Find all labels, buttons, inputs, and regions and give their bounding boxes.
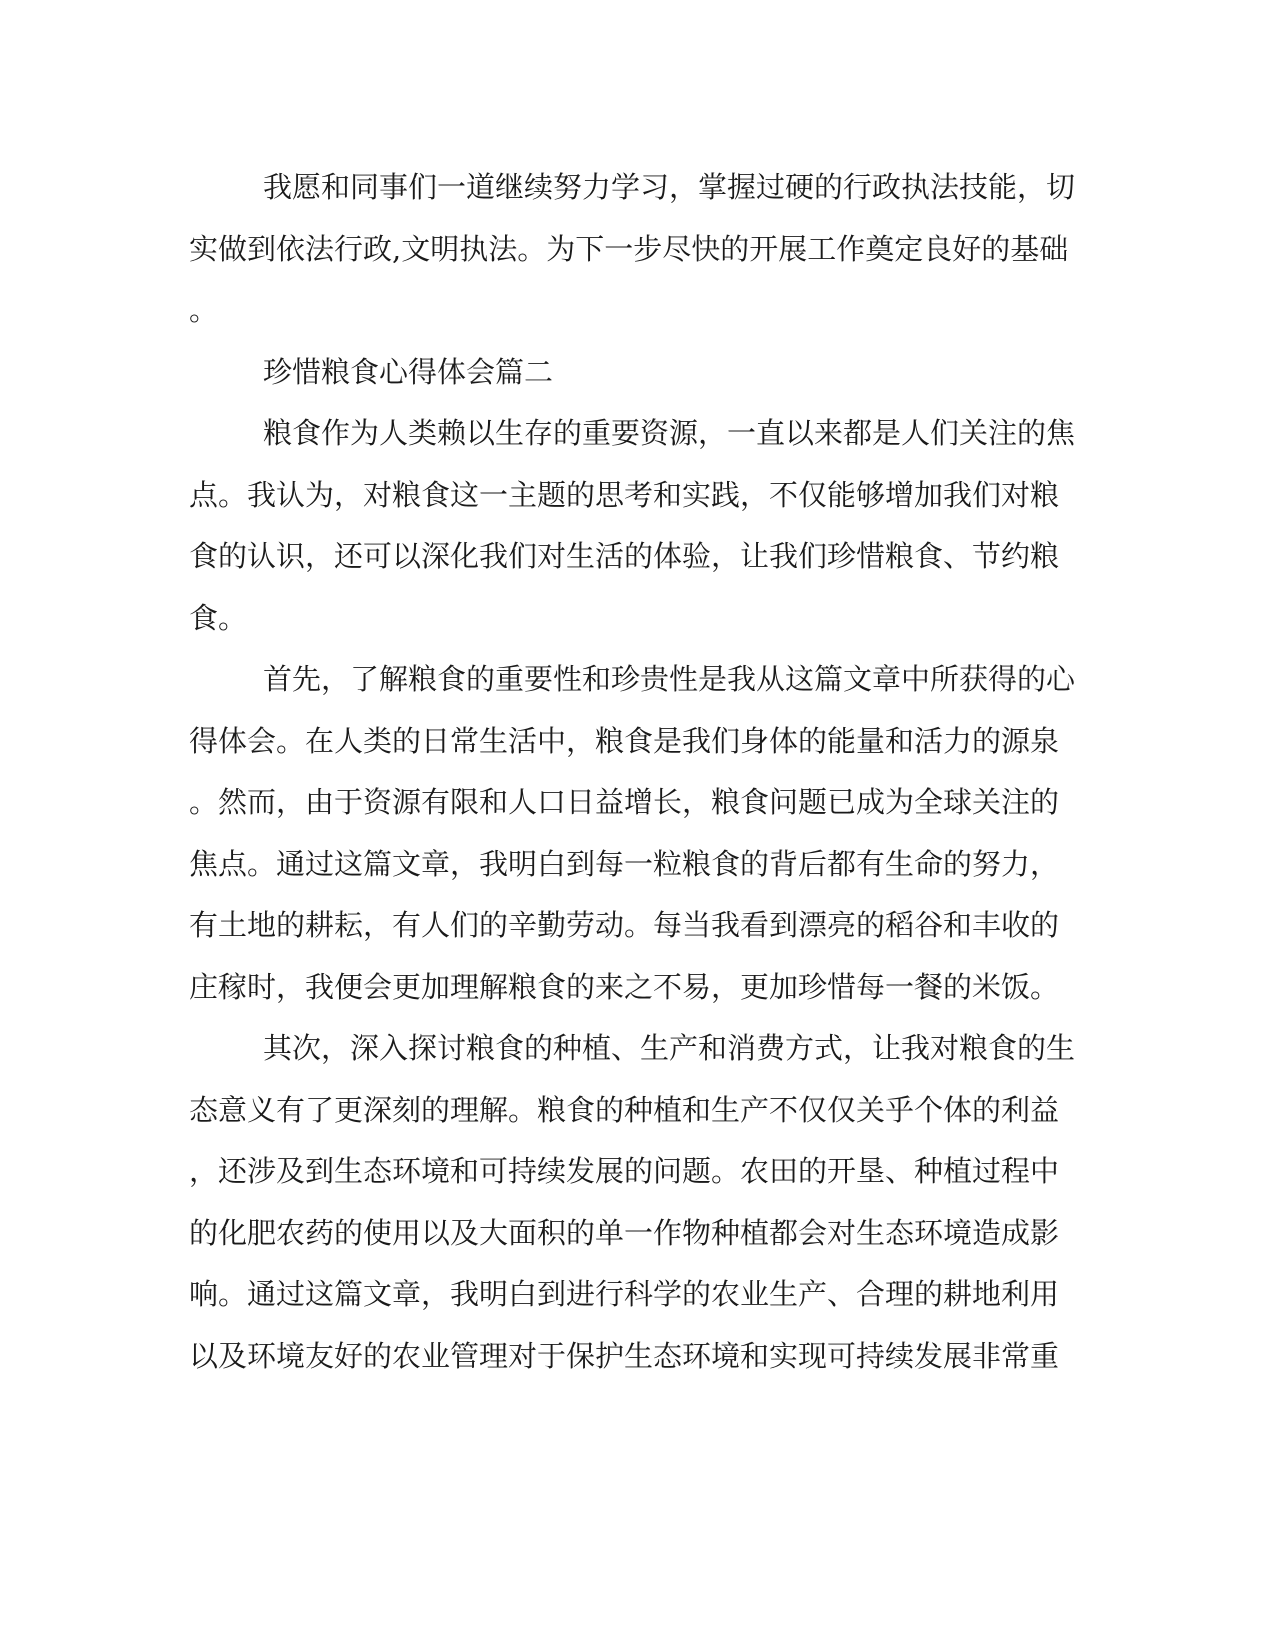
- text-line: 以及环境友好的农业管理对于保护生态环境和实现可持续发展非常重: [189, 1338, 1060, 1373]
- text-line: 其次，深入探讨粮食的种植、生产和消费方式，让我对粮食的生: [263, 1031, 1076, 1065]
- text-line: 态意义有了更深刻的理解。粮食的种植和生产不仅仅关乎个体的利益: [189, 1092, 1060, 1127]
- text-line: 实做到依法行政,文明执法。为下一步尽快的开展工作奠定良好的基础: [189, 231, 1069, 266]
- text-line: 的化肥农药的使用以及大面积的单一作物种植都会对生态环境造成影: [189, 1215, 1060, 1250]
- text-line: 点。我认为，对粮食这一主题的思考和实践，不仅能够增加我们对粮: [189, 477, 1060, 512]
- text-line: 有土地的耕耘，有人们的辛勤劳动。每当我看到漂亮的稻谷和丰收的: [189, 908, 1060, 942]
- text-line: 庄稼时，我便会更加理解粮食的来之不易，更加珍惜每一餐的米饭。: [189, 969, 1060, 1004]
- text-line: 焦点。通过这篇文章，我明白到每一粒粮食的背后都有生命的努力，: [189, 846, 1060, 881]
- text-line: 响。通过这篇文章，我明白到进行科学的农业生产、合理的耕地利用: [189, 1277, 1060, 1311]
- text-line: 得体会。在人类的日常生活中，粮食是我们身体的能量和活力的源泉: [189, 723, 1060, 758]
- text-line: 首先，了解粮食的重要性和珍贵性是我从这篇文章中所获得的心: [263, 662, 1076, 696]
- text-line: 食的认识，还可以深化我们对生活的体验，让我们珍惜粮食、节约粮: [189, 539, 1060, 573]
- text-line: 粮食作为人类赖以生存的重要资源，一直以来都是人们关注的焦: [263, 416, 1076, 450]
- text-line: 食。: [189, 600, 248, 635]
- section-heading: 珍惜粮食心得体会篇二: [263, 354, 554, 389]
- document-body: [189, 157, 1079, 1387]
- text-line: 。: [189, 293, 219, 327]
- text-line: 我愿和同事们一道继续努力学习，掌握过硬的行政执法技能，切: [263, 170, 1076, 204]
- text-line: 。然而，由于资源有限和人口日益增长，粮食问题已成为全球关注的: [189, 785, 1060, 819]
- text-line: ，还涉及到生态环境和可持续发展的问题。农田的开垦、种植过程中: [189, 1154, 1060, 1188]
